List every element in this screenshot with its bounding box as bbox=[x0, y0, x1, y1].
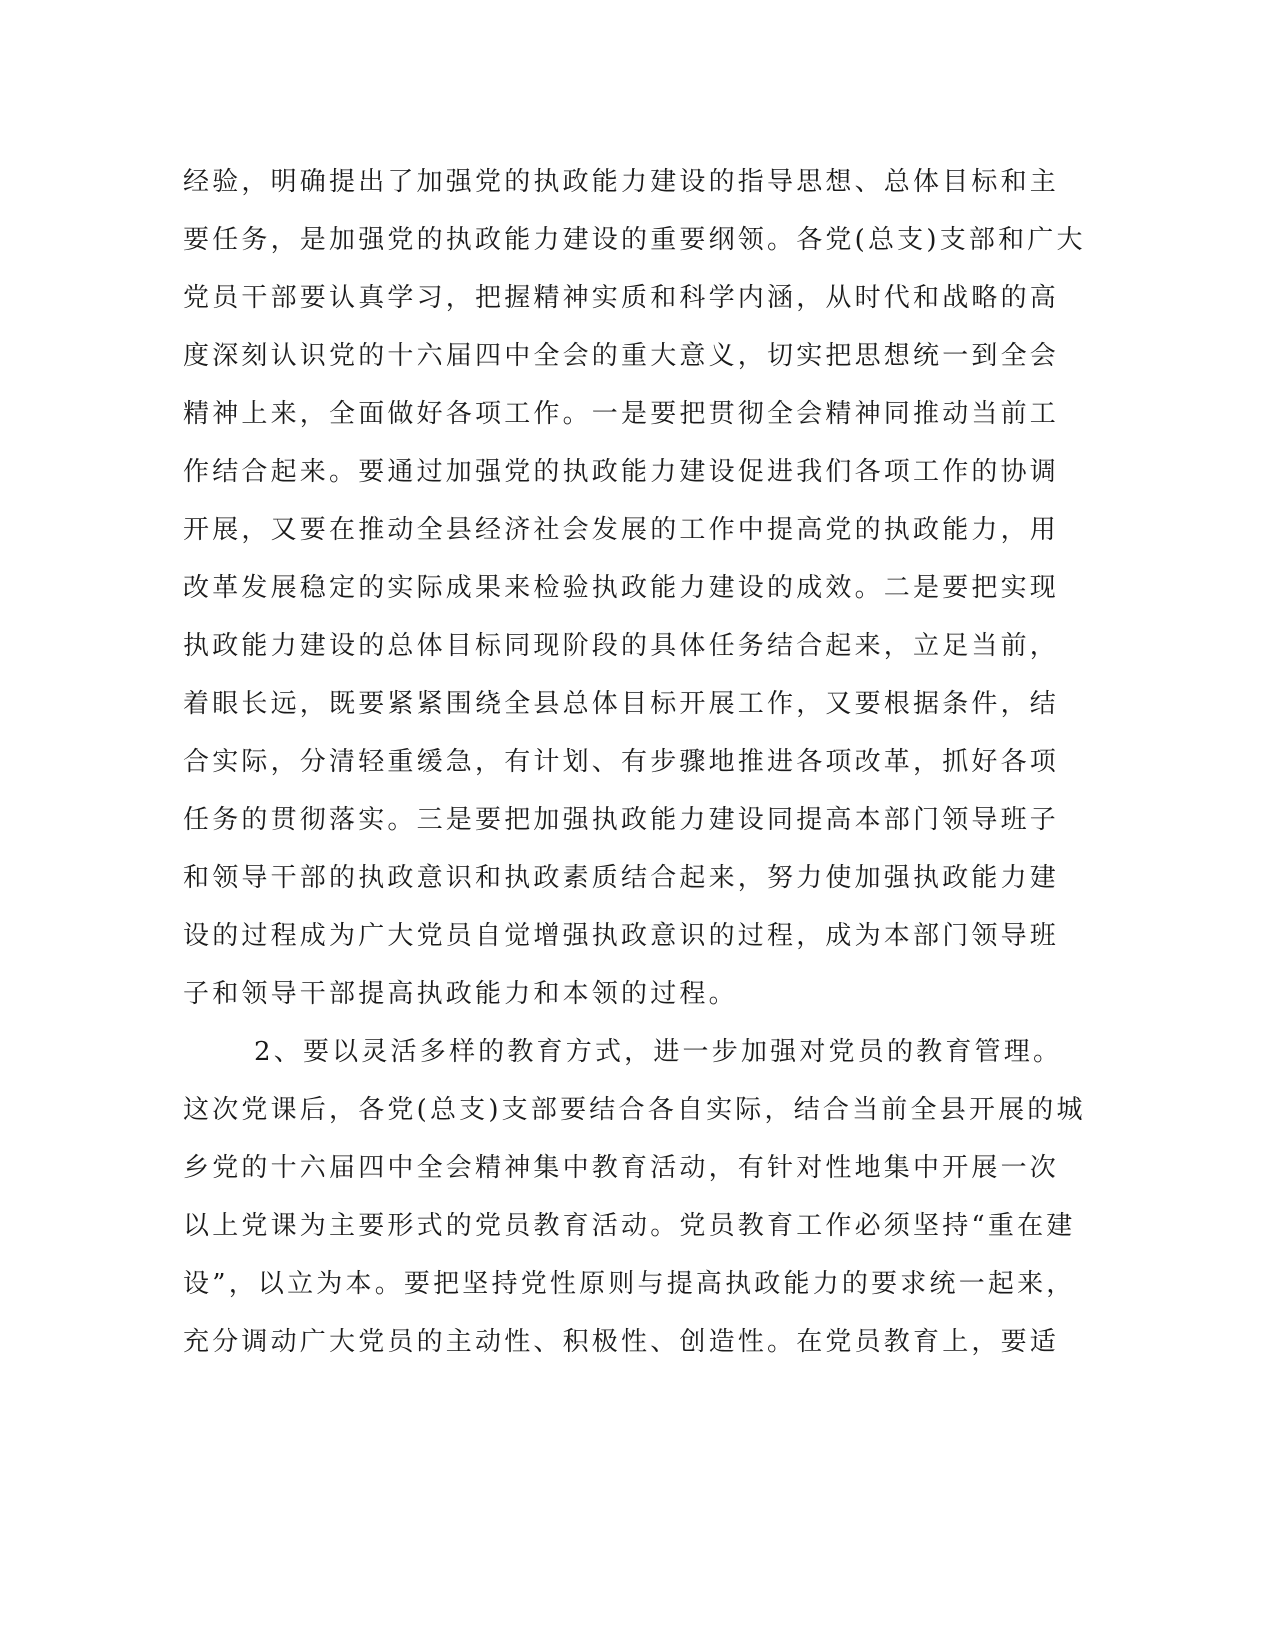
text-line-18: 乡党的十六届四中全会精神集中教育活动，有针对性地集中开展一次 bbox=[183, 1153, 1060, 1183]
text-line-3: 党员干部要认真学习，把握精神实质和科学内涵，从时代和战略的高 bbox=[183, 283, 1060, 313]
text-line-14: 设的过程成为广大党员自觉增强执政意识的过程，成为本部门领导班 bbox=[183, 921, 1060, 951]
text-line-12: 任务的贯彻落实。三是要把加强执政能力建设同提高本部门领导班子 bbox=[183, 805, 1060, 835]
text-line-19: 以上党课为主要形式的党员教育活动。党员教育工作必须坚持“重在建 bbox=[183, 1211, 1076, 1241]
text-line-10: 着眼长远，既要紧紧围绕全县总体目标开展工作，又要根据条件，结 bbox=[183, 689, 1060, 719]
text-line-21: 充分调动广大党员的主动性、积极性、创造性。在党员教育上，要适 bbox=[183, 1327, 1060, 1357]
paragraph-heading-2: 2、要以灵活多样的教育方式，进一步加强对党员的教育管理。 bbox=[254, 1037, 1063, 1067]
text-line-5: 精神上来，全面做好各项工作。一是要把贯彻全会精神同推动当前工 bbox=[183, 399, 1060, 429]
text-line-9: 执政能力建设的总体目标同现阶段的具体任务结合起来，立足当前， bbox=[183, 631, 1060, 661]
text-line-17: 这次党课后，各党(总支)支部要结合各自实际，结合当前全县开展的城 bbox=[183, 1095, 1086, 1125]
text-line-2: 要任务，是加强党的执政能力建设的重要纲领。各党(总支)支部和广大 bbox=[183, 225, 1086, 255]
text-line-8: 改革发展稳定的实际成果来检验执政能力建设的成效。二是要把实现 bbox=[183, 573, 1060, 603]
text-line-15: 子和领导干部提高执政能力和本领的过程。 bbox=[183, 979, 738, 1009]
text-line-4: 度深刻认识党的十六届四中全会的重大意义，切实把思想统一到全会 bbox=[183, 341, 1060, 371]
text-line-11: 合实际，分清轻重缓急，有计划、有步骤地推进各项改革，抓好各项 bbox=[183, 747, 1060, 777]
text-line-13: 和领导干部的执政意识和执政素质结合起来，努力使加强执政能力建 bbox=[183, 863, 1060, 893]
text-line-7: 开展，又要在推动全县经济社会发展的工作中提高党的执政能力，用 bbox=[183, 515, 1060, 545]
text-line-1: 经验，明确提出了加强党的执政能力建设的指导思想、总体目标和主 bbox=[183, 167, 1060, 197]
text-line-20: 设”，以立为本。要把坚持党性原则与提高执政能力的要求统一起来， bbox=[183, 1269, 1076, 1299]
text-line-6: 作结合起来。要通过加强党的执政能力建设促进我们各项工作的协调 bbox=[183, 457, 1060, 487]
